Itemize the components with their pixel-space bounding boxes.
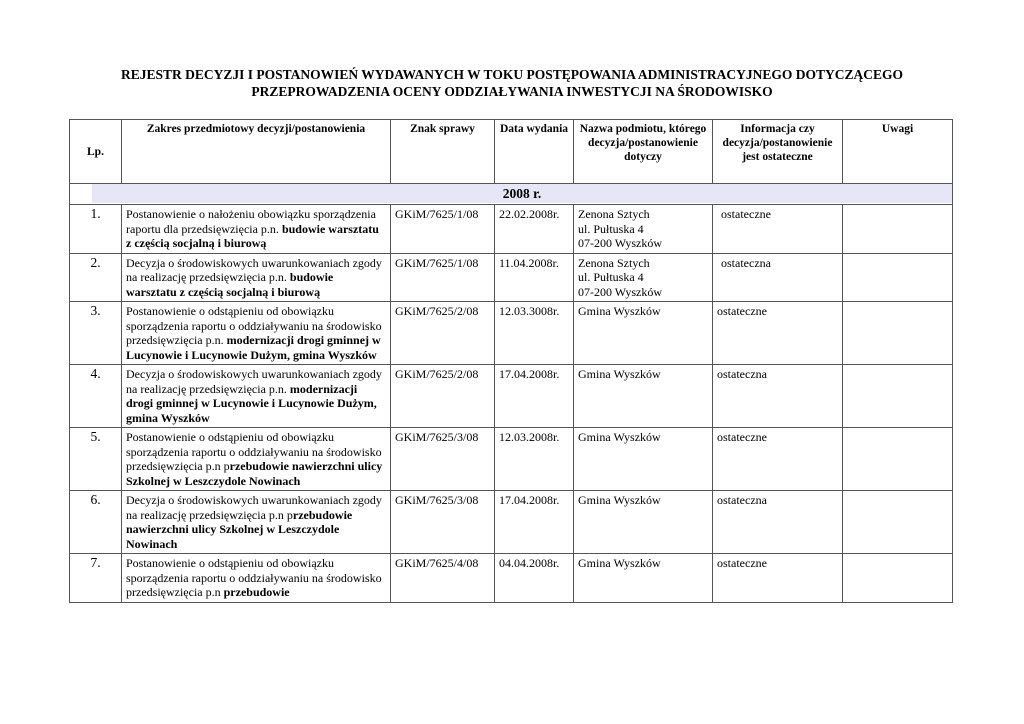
cell-znak: GKiM/7625/3/08 <box>391 491 495 554</box>
zakres-text: Decyzja o środowiskowych uwarunkowaniach zgody na realizację przedsięwzięcia p.n p <box>126 493 382 522</box>
cell-podmiot: Gmina Wyszków <box>574 554 713 603</box>
cell-uwagi <box>843 302 953 365</box>
zakres-text: Postanowienie o odstąpieniu od obowiązku sporządzenia raportu o oddziaływaniu na środowisko przedsięwzięcia p.n. <box>126 304 382 347</box>
table-row <box>70 253 953 302</box>
cell-znak: GKiM/7625/1/08 <box>391 205 495 254</box>
cell-uwagi <box>843 554 953 603</box>
cell-data: 11.04.2008r. <box>495 253 574 302</box>
cell-informacja: ostateczna <box>713 491 843 554</box>
cell-uwagi <box>843 491 953 554</box>
cell-znak: GKiM/7625/2/08 <box>391 365 495 428</box>
zakres-text: Postanowienie o nałożeniu obowiązku sporządzenia raportu dla przedsięwzięcia p.n. <box>126 207 376 236</box>
cell-uwagi <box>843 205 953 254</box>
zakres-bold: modernizacji drogi gminnej w Lucynowie i Lucynowie Dużym, gmina Wyszków <box>126 381 377 425</box>
header-uwagi: Uwagi <box>843 120 953 184</box>
zakres-bold: modernizacji drogi gminnej w Lucynowie i Lucynowie Dużym, gmina Wyszków <box>126 333 381 362</box>
cell-data: 12.03.3008r. <box>495 302 574 365</box>
cell-informacja: ostateczne <box>713 554 843 603</box>
podmiot-line: ul. Pułtuska 4 <box>578 221 644 236</box>
cell-zakres <box>122 205 391 254</box>
cell-zakres <box>122 253 391 302</box>
cell-data: 17.04.2008r. <box>495 365 574 428</box>
cell-informacja: ostateczna <box>713 365 843 428</box>
cell-zakres <box>122 365 391 428</box>
podmiot-line: Zenona Sztych <box>578 207 650 221</box>
cell-znak: GKiM/7625/1/08 <box>391 253 495 302</box>
header-data: Data wydania <box>495 120 574 184</box>
cell-data: 12.03.2008r. <box>495 428 574 491</box>
cell-podmiot <box>574 253 713 302</box>
table-row <box>70 365 953 428</box>
zakres-bold: budowie warsztatu z częścią socjalną i biurową <box>126 221 379 250</box>
cell-uwagi <box>843 365 953 428</box>
cell-lp: 1. <box>70 205 122 254</box>
cell-lp: 5. <box>70 428 122 491</box>
table-row <box>70 554 953 603</box>
cell-podmiot: Gmina Wyszków <box>574 365 713 428</box>
header-zakres: Zakres przedmiotowy decyzji/postanowienia <box>122 120 391 184</box>
cell-znak: GKiM/7625/4/08 <box>391 554 495 603</box>
podmiot-line: 07-200 Wyszków <box>578 284 663 299</box>
zakres-text: Postanowienie o odstąpieniu od obowiązku sporządzenia raportu o oddziaływaniu na środowisko przedsięwzięcia p.n <box>126 556 382 599</box>
cell-lp: 4. <box>70 365 122 428</box>
register-table <box>69 119 953 603</box>
header-znak: Znak sprawy <box>391 120 495 184</box>
cell-data: 17.04.2008r. <box>495 491 574 554</box>
table-row <box>70 302 953 365</box>
cell-informacja: ostateczne <box>713 302 843 365</box>
cell-lp: 2. <box>70 253 122 302</box>
cell-informacja: ostateczne <box>713 428 843 491</box>
cell-lp: 6. <box>70 491 122 554</box>
header-podmiot: Nazwa podmiotu, którego decyzja/postanowienie dotyczy <box>574 120 713 184</box>
podmiot-line: ul. Pułtuska 4 <box>578 270 644 284</box>
header-row <box>70 120 953 184</box>
cell-podmiot <box>574 205 713 254</box>
document-title <box>60 66 964 100</box>
table-row <box>70 491 953 554</box>
cell-zakres <box>122 554 391 603</box>
podmiot-line: 07-200 Wyszków <box>578 236 663 250</box>
cell-znak: GKiM/7625/2/08 <box>391 302 495 365</box>
cell-zakres <box>122 491 391 554</box>
zakres-text: Decyzja o środowiskowych uwarunkowaniach zgody na realizację przedsięwzięcia p.n. <box>126 367 382 396</box>
cell-uwagi <box>843 428 953 491</box>
cell-informacja: ostateczna <box>713 253 843 302</box>
table-row <box>70 428 953 491</box>
zakres-bold: rzebudowie nawierzchni ulicy Szkolnej w Leszczydole Nowinach <box>126 459 383 488</box>
header-informacja: Informacja czy decyzja/postanowienie jest ostateczne <box>713 120 843 184</box>
cell-data: 22.02.2008r. <box>495 205 574 254</box>
zakres-bold: rzebudowie nawierzchni ulicy Szkolnej w Leszczydole Nowinach <box>126 507 353 551</box>
cell-lp: 7. <box>70 554 122 603</box>
year-label: 2008 r. <box>92 184 952 203</box>
podmiot-line: Zenona Sztych <box>578 255 650 270</box>
title-line-1: REJESTR DECYZJI I POSTANOWIEŃ WYDAWANYCH W TOKU POSTĘPOWANIA ADMINISTRACYJNEGO DOTYCZĄCEGO <box>120 67 903 82</box>
cell-zakres <box>122 428 391 491</box>
cell-lp: 3. <box>70 302 122 365</box>
year-row <box>70 184 953 205</box>
cell-podmiot: Gmina Wyszków <box>574 302 713 365</box>
cell-znak: GKiM/7625/3/08 <box>391 428 495 491</box>
zakres-bold: przebudowie <box>223 585 290 599</box>
cell-data: 04.04.2008r. <box>495 554 574 603</box>
zakres-text: Postanowienie o odstąpieniu od obowiązku sporządzenia raportu o oddziaływaniu na środowisko przedsięwzięcia p.n p <box>126 430 382 473</box>
table-row <box>70 205 953 254</box>
header-lp: Lp. <box>70 120 122 184</box>
zakres-bold: budowie warsztatu z częścią socjalną i biurową <box>126 270 334 299</box>
cell-podmiot: Gmina Wyszków <box>574 491 713 554</box>
cell-podmiot: Gmina Wyszków <box>574 428 713 491</box>
zakres-text: Decyzja o środowiskowych uwarunkowaniach zgody na realizację przedsięwzięcia p.n. <box>126 255 382 284</box>
cell-uwagi <box>843 253 953 302</box>
title-line-2: PRZEPROWADZENIA OCENY ODDZIAŁYWANIA INWESTYCJI NA ŚRODOWISKO <box>251 84 773 99</box>
cell-zakres <box>122 302 391 365</box>
cell-informacja: ostateczne <box>713 205 843 254</box>
